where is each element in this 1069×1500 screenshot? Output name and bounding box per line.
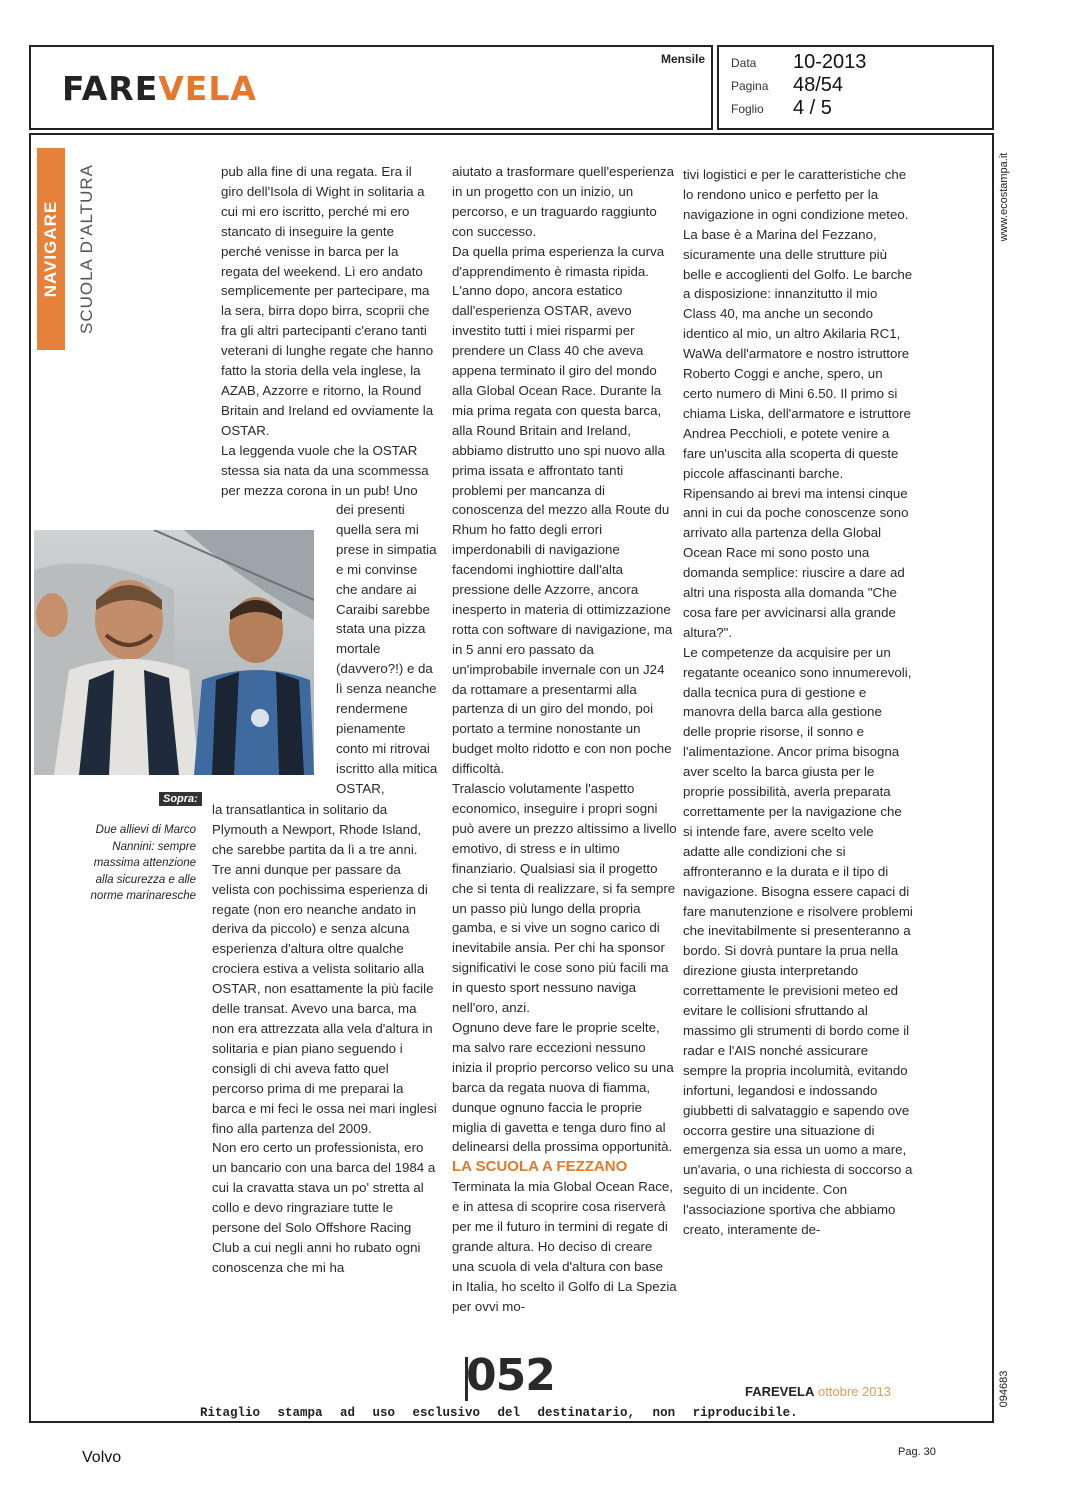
paragraph: Ognuno deve fare le proprie scelte, ma salvo rare eccezioni nessuno inizia il proprio percorso velico su una barca da regata nuova di fiamma, dunque ognuno faccia le proprie miglia di gavetta e tenga duro fino al delinearsi della prossima opportunità. <box>452 1019 674 1155</box>
client-name: Volvo <box>82 1449 122 1466</box>
footer-brand-name: FAREVELA <box>745 1384 815 1399</box>
article-column-1-bottom <box>212 800 438 1278</box>
pagina-label: Pagina <box>731 78 769 93</box>
data-label: Data <box>731 55 757 70</box>
paragraph: Da quella prima esperienza la curva d'apprendimento è rimasta ripida. L'anno dopo, ancora estatico dall'esperienza OSTAR, avevo investito tutti i miei risparmi per prendere un Class 40 che aveva appena terminato il giro del mondo alla Global Ocean Race. Durante la mia prima regata con questa barca, alla Round Britain and Ireland, abbiamo distrutto uno spi nuovo alla prima issata e affrontato tanti problemi per mancanza di conoscenza del mezzo alla Route du Rhum ho fatto degli errori imperdonabili di navigazione facendomi inghiottire dall'alta pressione delle Azzorre, ancora inesperto in materia di ottimizzazione rotta con software di navigazione, ma in 5 anni ero passato da un'improbabile invernale con un J24 da rottamare a presentarmi alla partenza di un giro del mondo, poi portato a termine nonostante un budget molto ridotto e con non poche difficoltà. <box>452 243 673 777</box>
logo-part-fare: FARE <box>62 69 159 108</box>
page-number: 052 <box>466 1350 555 1401</box>
foglio-label: Foglio <box>731 101 764 116</box>
paragraph: Terminata la mia Global Ocean Race, e in attesa di scoprire cosa riserverà per me il futuro in termini di regate di grande altura. Ho deciso di creare una scuola di vela d'altura con base in Italia, ho scelto il Golfo di La Spezia per ovvi mo- <box>452 1179 677 1314</box>
data-value: 10-2013 <box>793 51 867 73</box>
paragraph: aiutato a trasformare quell'esperienza in un progetto con un inizio, un percorso, e un traguardo raggiunto con successo. <box>452 164 675 239</box>
logo-part-vela: VELA <box>158 69 257 108</box>
issue-info-box <box>717 45 994 130</box>
footer-brand <box>745 1384 891 1399</box>
article-column-1-narrow <box>336 500 438 799</box>
paragraph: Ripensando ai brevi ma intensi cinque anni in cui da poche conoscenze sono arrivato alla partenza della Global Ocean Race mi sono posto una domanda semplice: riuscire a dare ad altri una risposta alla domanda "Che cosa fare per avvicinarsi alla grande altura?". <box>683 485 909 640</box>
paragraph: tivi logistici e per le caratteristiche che lo rendono unico e perfetto per la navigazione in ogni condizione meteo. La base è a Marina del Fezzano, sicuramente una delle strutture più belle e accoglienti del Golfo. Le barche a disposizione: innanzitutto il mio Class 40, ma anche un secondo identico al mio, un altro Akilaria RC1, WaWa dell'armatore e nostro istruttore Roberto Coggi e anche, spero, un certo numero di Mini 6.50. Il primo si chiama Liska, dell'armatore e istruttore Andrea Pecchioli, e potete venire a fare un'uscita alla scoperta di queste piccole affascinanti barche. <box>683 167 913 481</box>
paragraph: Le competenze da acquisire per un regatante oceanico sono innumerevoli, dalla tecnica pura di gestione e manovra della barca alla gestione delle proprie risorse, il sonno e l'alimentazione. Ancor prima bisogna aver scelto la barca giusta per le proprie possibilità, averla preparata correttamente per la navigazione che si intende fare, avere scelto vele adatte alle condizioni che si affronteranno e la durata e il tipo di navigazione. Bisogna essere capaci di fare manutenzione e risolvere problemi che inevitabilmente si presenteranno a bordo. Si dovrà puntare la prua nella direzione giusta interpretando correttamente le previsioni meteo ed evitare le collisioni sfruttando al massimo gli strumenti di bordo come il radar e l'AIS nonché assicurare sempre la propria incolumità, evitando infortuni, legandosi e indossando giubbetti di salvataggio e sapendo ove occorra gestire una situazione di emergenza sia essa un uomo a mare, un'avaria, o una richiesta di soccorso a seguito di un incidente. Con l'associazione sportiva che abbiamo creato, interamente de- <box>683 644 913 1238</box>
section-subheading: LA SCUOLA A FEZZANO <box>452 1158 628 1176</box>
pagina-value: 48/54 <box>793 74 844 96</box>
frequency-label: Mensile <box>660 52 705 66</box>
article-column-1-top <box>221 162 437 500</box>
caption-tag: Sopra: <box>159 792 202 806</box>
website-label: www.ecostampa.it <box>998 152 1010 242</box>
section-tab <box>37 148 96 350</box>
paragraph: pub alla fine di una regata. Era il giro dell'Isola di Wight in solitaria a cui mi ero iscritto, perché mi ero stancato di inseguire la gente perché venisse in barca per la regata del weekend. Lì ero andato semplicemente per partecipare, ma la sera, birra dopo birra, scoprii che fra gli altri partecipanti c'erano tanti veterani di lunghe regate che hanno fatto la storia della vela inglese, la AZAB, Azzorre e ritorno, la Round Britain and Ireland ed ovviamente la OSTAR. <box>221 164 434 438</box>
paragraph: Tralascio volutamente l'aspetto economico, inseguire i propri sogni può avere un prezzo altissimo a livello emotivo, di stress e in ultimo finanziario. Qualsiasi sia il progetto che si tenta di realizzare, si fa sempre un passo più lungo della propria gamba, e si vive un sogno carico di inevitabile ansia. Per chi ha sponsor significativi le cose sono più facili ma in questo sport nessuno naviga nell'oro, anzi. <box>452 781 677 1016</box>
photo-caption: Due allievi di Marco Nannini: sempre massima attenzione alla sicurezza e alle norme marinaresche <box>90 824 196 902</box>
footer-date: ottobre 2013 <box>817 1384 891 1399</box>
paragraph: dei presenti quella sera mi prese in simpatia e mi convinse che andare ai Caraibi sarebbe stata una pizza mortale (davvero?!) e da lì senza neanche rendermene pienamente conto mi ritrovai iscritto alla mitica OSTAR, <box>336 502 438 796</box>
paragraph: La leggenda vuole che la OSTAR stessa sia nata da una scommessa per mezza corona in un pub! Uno <box>221 442 429 498</box>
info-row-data <box>731 51 866 74</box>
sailors-photo-illustration <box>34 530 314 775</box>
article-column-2 <box>452 162 677 1317</box>
section-subtitle: SCUOLA D'ALTURA <box>77 163 96 335</box>
clipping-disclaimer: Ritaglio stampa ad uso esclusivo del destinatario, non riproducibile. <box>200 1406 798 1420</box>
paragraph: la transatlantica in solitario da Plymouth a Newport, Rhode Island, che sarebbe partita da lì a tre anni. <box>212 802 422 857</box>
section-name: NAVIGARE <box>41 200 60 298</box>
document-page-label: Pag. 30 <box>898 1446 936 1458</box>
magazine-logo <box>62 69 257 108</box>
info-row-foglio <box>731 97 832 120</box>
info-row-pagina <box>731 74 843 97</box>
foglio-value: 4 / 5 <box>793 97 832 119</box>
clipping-code: 094683 <box>998 1370 1010 1408</box>
paragraph: Tre anni dunque per passare da velista con pochissima esperienza di regate (non ero neanche andato in deriva da piccolo) e senza alcuna esperienza d'altura oltre qualche crociera estiva a velista solitario alla OSTAR, non esattamente la più facile delle transat. Avevo una barca, ma non era attrezzata alla vela d'altura in solitaria e pian piano seguendo i consigli di chi aveva fatto quel percorso prima di me preparai la barca e mi feci le ossa nei mari inglesi fino alla partenza del 2009. <box>212 861 437 1136</box>
article-photo <box>34 530 314 775</box>
article-column-3 <box>683 165 913 1240</box>
masthead-box <box>29 45 713 130</box>
paragraph: Non ero certo un professionista, ero un bancario con una barca del 1984 a cui la cravatta stava un po' stretta al collo e devo ringraziare tutte le persone del Solo Offshore Racing Club a cui negli anni ho rubato ogni conoscenza che mi ha <box>212 1140 436 1275</box>
